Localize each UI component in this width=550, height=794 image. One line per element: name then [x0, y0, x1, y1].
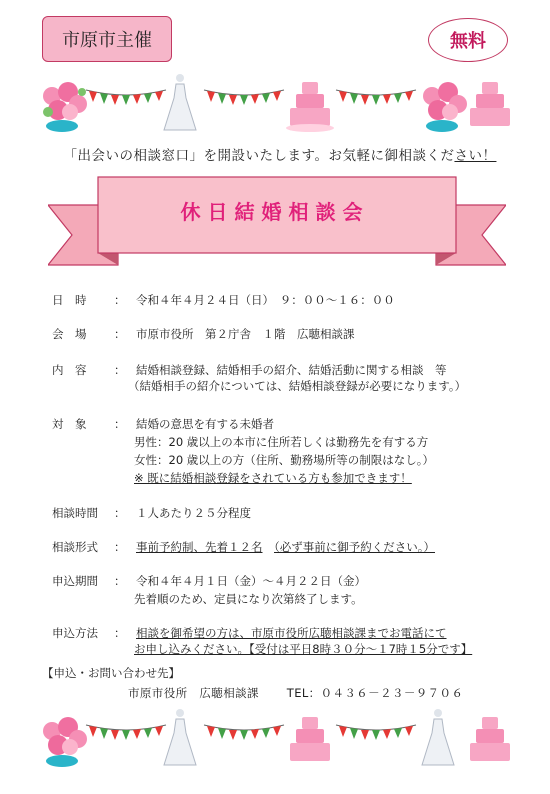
content-label: 内 容 — [52, 363, 87, 377]
format-note: （必ず事前に御予約ください。） — [274, 540, 435, 554]
method-label: 申込方法 — [52, 626, 98, 640]
method-line2: お申し込みください。【受付は平日8時３０分～１7時１5分です】 — [134, 642, 473, 656]
bunting-icon — [86, 725, 166, 740]
bunting-icon — [204, 90, 284, 105]
bouquet-icon — [423, 82, 467, 132]
content-note: （結婚相手の紹介については、結婚相談登録が必要になります。） — [128, 379, 467, 393]
format-value: 事前予約制、先着１２名 — [136, 540, 263, 554]
bunting-icon — [336, 725, 416, 740]
title-ribbon — [48, 175, 506, 275]
intro-text — [60, 144, 500, 164]
format-row: 相談形式 ： 事前予約制、先着１２名 （必ず事前に御予約ください。） — [52, 540, 435, 554]
wedding-cake-icon — [470, 82, 510, 126]
bouquet-icon — [43, 82, 87, 132]
intro-text-a: 「出会いの相談窓口」を開設いたします。お気軽に御相談くだ — [63, 148, 455, 164]
date-value: 令和４年４月２４日（日） ９：００～１６：００ — [136, 293, 395, 307]
decoration-row-top — [36, 72, 516, 134]
target-male: 男性：20 歳以上の本市に住所若しくは勤務先を有する方 — [134, 435, 429, 449]
free-badge — [428, 18, 508, 62]
date-label: 日 時 — [52, 293, 87, 307]
free-text: 無料 — [450, 31, 486, 52]
target-note: ※ 既に結婚相談登録をされている方も参加できます！ — [134, 471, 412, 485]
contact-tel: TEL：０４３６－２３－９７０６ — [286, 686, 464, 700]
period-row: 申込期間 ： 令和４年４月１日（金）～４月２２日（金） — [52, 574, 366, 588]
venue-label: 会 場 — [52, 327, 87, 341]
wedding-dress-icon — [164, 709, 196, 765]
period-note: 先着順のため、定員になり次第終了します。 — [134, 592, 363, 606]
bunting-icon — [336, 90, 416, 105]
sponsor-badge — [42, 16, 172, 62]
venue-row: 会 場 ： 市原市役所 第２庁舎 １階 広聴相談課 — [52, 327, 355, 341]
method-row: 申込方法 ： 相談を御希望の方は、市原市役所広聴相談課までお電話にて — [52, 626, 447, 640]
decoration-row-bottom — [36, 707, 516, 769]
content-row: 内 容 ： 結婚相談登録、結婚相手の紹介、結婚活動に関する相談 等 — [52, 363, 447, 377]
intro-text-b: さい！ — [454, 148, 497, 164]
duration-row: 相談時間 ： １人あたり２５分程度 — [52, 506, 251, 520]
format-label: 相談形式 — [52, 540, 98, 554]
wedding-cake-icon — [290, 717, 330, 761]
bunting-icon — [86, 90, 166, 105]
date-row: 日 時 ： 令和４年４月２４日（日） ９：００～１６：００ — [52, 293, 395, 307]
period-value: 令和４年４月１日（金）～４月２２日（金） — [136, 574, 366, 588]
content-value: 結婚相談登録、結婚相手の紹介、結婚活動に関する相談 等 — [136, 363, 447, 377]
sponsor-text: 市原市主催 — [62, 30, 152, 51]
wedding-dress-icon — [164, 74, 196, 130]
event-title: 休日結婚相談会 — [180, 200, 370, 224]
period-label: 申込期間 — [52, 574, 98, 588]
wedding-dress-icon — [422, 709, 454, 765]
target-female: 女性：20 歳以上の方（住所、勤務場所等の制限はなし。） — [134, 453, 435, 467]
bunting-icon — [204, 725, 284, 740]
target-row: 対 象 ： 結婚の意思を有する未婚者 — [52, 417, 274, 431]
contact-heading: 【申込・お問い合わせ先】 — [42, 666, 180, 680]
contact-office: 市原市役所 広聴相談課 — [128, 686, 259, 700]
contact-info — [128, 685, 463, 701]
duration-value: １人あたり２５分程度 — [136, 506, 251, 520]
wedding-cake-icon — [286, 82, 334, 132]
venue-value: 市原市役所 第２庁舎 １階 広聴相談課 — [136, 327, 355, 341]
method-line1: 相談を御希望の方は、市原市役所広聴相談課までお電話にて — [136, 626, 447, 640]
target-label: 対 象 — [52, 417, 87, 431]
duration-label: 相談時間 — [52, 506, 98, 520]
wedding-cake-icon — [470, 717, 510, 761]
bouquet-icon — [43, 717, 87, 767]
target-value: 結婚の意思を有する未婚者 — [136, 417, 274, 431]
